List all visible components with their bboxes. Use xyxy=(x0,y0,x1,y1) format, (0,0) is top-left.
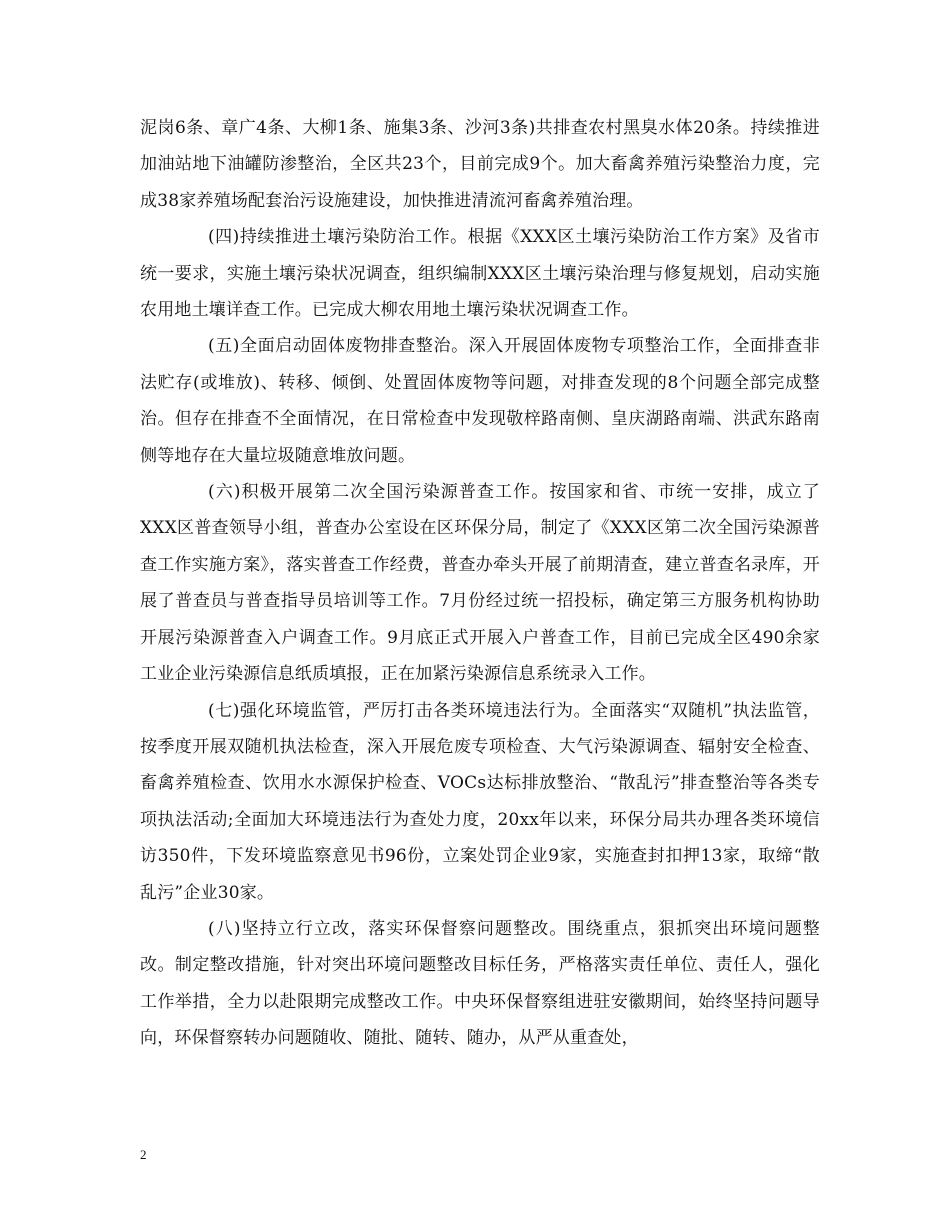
page-number: 2 xyxy=(140,1147,147,1162)
paragraph-section-7: (七)强化环境监管，严厉打击各类环境违法行为。全面落实“双随机”执法监管，按季度开展双随机执法检查，深入开展危废专项检查、大气污染源调查、辐射安全检查、畜禽养殖检查、饮用水水源保护检查、VOCs达标排放整治、“散乱污”排查整治等各类专项执法活动;全面加大环境违法行为查处力度，20xx年以来，环保分局共办理各类环境信访350件，下发环境监察意见书96份，立案处罚企业9家，实施查封扣押13家，取缔“散乱污”企业30家。 xyxy=(140,700,820,903)
paragraph-continued: 泥岗6条、章广4条、大柳1条、施集3条、沙河3条)共排查农村黑臭水体20条。持续推进加油站地下油罐防渗整治，全区共23个，目前完成9个。加大畜禽养殖污染整治力度，完成38家养殖场配套治污设施建设，加快推进清流河畜禽养殖治理。 xyxy=(140,118,820,211)
paragraph-section-5: (五)全面启动固体废物排查整治。深入开展固体废物专项整治工作，全面排查非法贮存(或堆放)、转移、倾倒、处置固体废物等问题，对排查发现的8个问题全部完成整治。但存在排查不全面情况，在日常检查中发现敬梓路南侧、皇庆湖路南端、洪武东路南侧等地存在大量垃圾随意堆放问题。 xyxy=(140,336,820,466)
paragraph-section-4: (四)持续推进土壤污染防治工作。根据《XXX区土壤污染防治工作方案》及省市统一要求，实施土壤污染状况调查，组织编制XXX区土壤污染治理与修复规划，启动实施农用地土壤详查工作。已完成大柳农用地土壤污染状况调查工作。 xyxy=(140,227,820,321)
paragraph-section-6: (六)积极开展第二次全国污染源普查工作。按国家和省、市统一安排，成立了XXX区普查领导小组，普查办公室设在区环保分局，制定了《XXX区第二次全国污染源普查工作实施方案》，落实普查工作经费，普查办牵头开展了前期清查，建立普查名录库，开展了普查员与普查指导员培训等工作。7月份经过统一招投标，确定第三方服务机构协助开展污染源普查入户调查工作。9月底正式开展入户普查工作，目前已完成全区490余家工业企业污染源信息纸质填报，正在加紧污染源信息系统录入工作。 xyxy=(140,482,820,685)
body-text xyxy=(140,110,820,1057)
paragraph-section-8: (八)坚持立行立改，落实环保督察问题整改。围绕重点，狠抓突出环境问题整改。制定整改措施，针对突出环境问题整改目标任务，严格落实责任单位、责任人，强化工作举措，全力以赴限期完成整改工作。中央环保督察组进驻安徽期间，始终坚持问题导向，环保督察转办问题随收、随批、随转、随办，从严从重查处， xyxy=(140,918,820,1049)
